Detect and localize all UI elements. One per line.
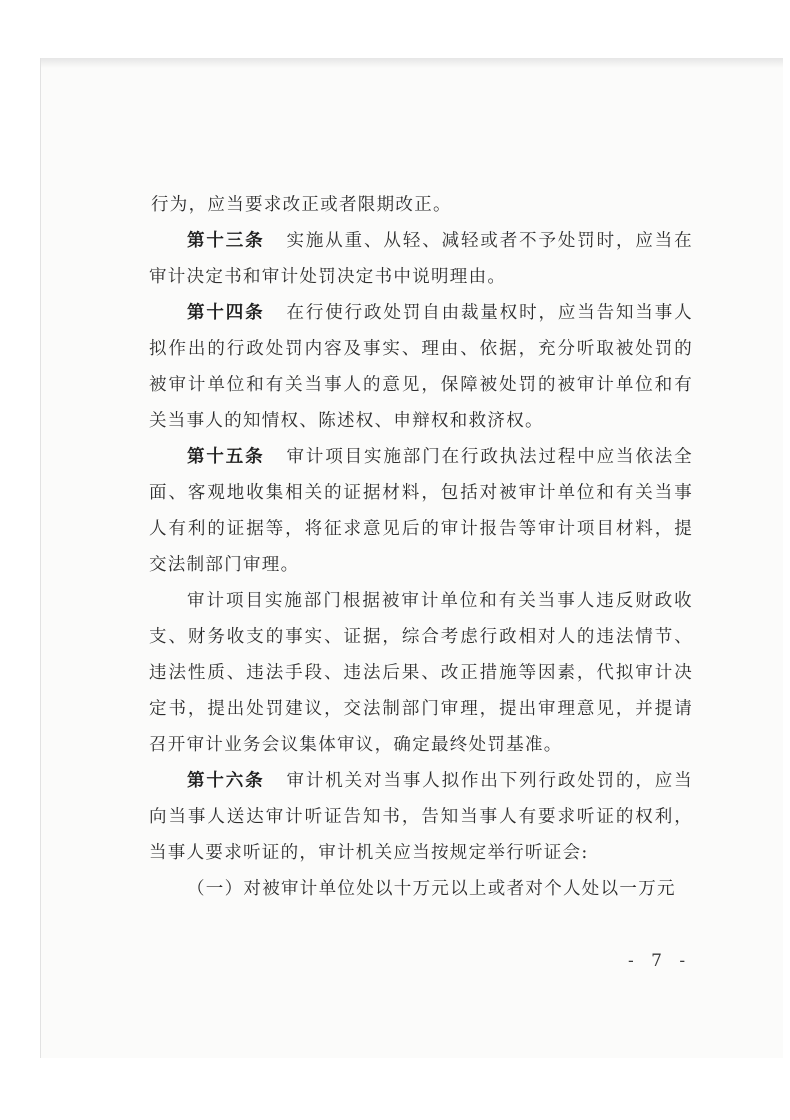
article-text: 实施从重、从轻、减轻或者不予处罚时，应当在审计决定书和审计处罚决定书中说明理由。 [149, 231, 693, 287]
article-text: 在行使行政处罚自由裁量权时，应当告知当事人拟作出的行政处罚内容及事实、理由、依据，充分听取被处罚的被审计单位和有关当事人的意见，保障被处罚的被审计单位和有关当事人的知情权、陈述权、申辩权和救济权。 [149, 303, 693, 431]
paragraph-text: 行为，应当要求改正或者限期改正。 [151, 195, 452, 215]
article-heading: 第十三条 [187, 231, 265, 251]
article-text: 审计机关对当事人拟作出下列行政处罚的，应当向当事人送达审计听证告知书，告知当事人有要求听证的权利，当事人要求听证的，审计机关应当按规定举行听证会: [149, 771, 693, 863]
article-13 [149, 223, 693, 295]
article-heading: 第十六条 [187, 771, 265, 791]
article-heading: 第十四条 [187, 303, 265, 323]
list-item [149, 871, 693, 907]
list-item-text: （一）对被审计单位处以十万元以上或者对个人处以一万元 [187, 879, 676, 899]
article-15 [149, 439, 693, 583]
article-heading: 第十五条 [187, 447, 265, 467]
article-16 [149, 763, 693, 871]
paragraph-text: 审计项目实施部门根据被审计单位和有关当事人违反财政收支、财务收支的事实、证据，综合考虑行政相对人的违法情节、违法性质、违法手段、违法后果、改正措施等因素，代拟审计决定书，提出处罚建议，交法制部门审理，提出审理意见，并提请召开审计业务会议集体审议，确定最终处罚基准。 [149, 591, 693, 755]
paragraph-continuation [151, 187, 695, 223]
article-14 [149, 295, 693, 439]
document-body [40, 58, 782, 1058]
article-text: 审计项目实施部门在行政执法过程中应当依法全面、客观地收集相关的证据材料，包括对被审计单位和有关当事人有利的证据等，将征求意见后的审计报告等审计项目材料，提交法制部门审理。 [149, 447, 693, 575]
paragraph [149, 583, 693, 763]
page-number: - 7 - [628, 951, 692, 971]
